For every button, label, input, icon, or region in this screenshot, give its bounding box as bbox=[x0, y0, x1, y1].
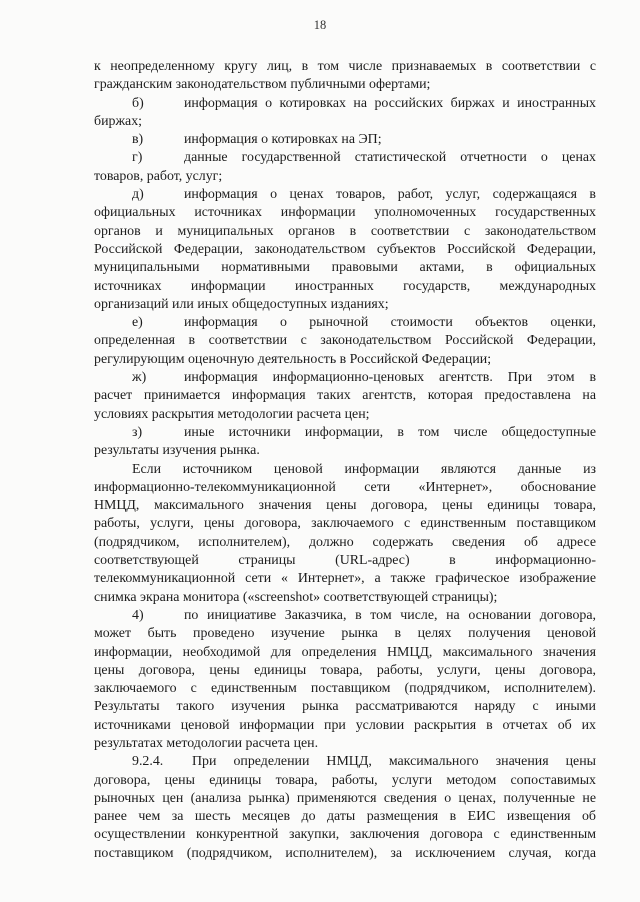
text-line: рыночных цен (анализа рынка) применяются сведения о ценах, полученные не bbox=[94, 790, 596, 806]
text-line: данные государственной статистической отчетности о ценах bbox=[184, 150, 596, 166]
text-line: муниципальными нормативными правовыми актами, в официальных bbox=[94, 260, 596, 276]
text-line: информации, необходимой для определения НМЦД, максимального значения bbox=[94, 644, 596, 660]
text-line: снимка экрана монитора («screenshot» соответствующей страницы); bbox=[94, 589, 498, 605]
text-line: При определении НМЦД, максимального значения цены bbox=[192, 754, 596, 770]
text-line: информация информационно-ценовых агентств. При этом в bbox=[184, 370, 596, 386]
text-line: регулирующим оценочную деятельность в Российской Федерации; bbox=[94, 351, 492, 367]
list-item-g bbox=[94, 149, 596, 167]
text-line: телекоммуникационной сети « Интернет», а также графическое изображение bbox=[94, 571, 596, 587]
list-item-v bbox=[94, 131, 596, 149]
list-item-d bbox=[94, 186, 596, 204]
text-line: товаров, работ, услуг; bbox=[94, 168, 223, 184]
list-item-e bbox=[94, 314, 596, 332]
page-number: 18 bbox=[313, 18, 327, 32]
text-line: определенная в соответствии с законодательством Российской Федерации, bbox=[94, 333, 596, 349]
text-line: расчет принимается информация таких агентств, которая предоставлена на bbox=[94, 388, 596, 404]
text-line: источниками ценовой информации при условии раскрытия в отчетах об их bbox=[94, 717, 596, 733]
list-label: е) bbox=[132, 315, 143, 331]
text-line: организаций или иных общедоступных изданиях; bbox=[94, 296, 389, 312]
text-line: источниках информации иностранных государств, международных bbox=[94, 278, 596, 294]
list-item-z bbox=[94, 424, 596, 442]
list-label: ж) bbox=[132, 370, 147, 386]
text-line: по инициативе Заказчика, в том числе, на основании договора, bbox=[184, 607, 596, 623]
list-item-zh bbox=[94, 369, 596, 387]
list-label: в) bbox=[132, 132, 144, 148]
text-line: информационно-телекоммуникационной сети «Интернет», обоснование bbox=[94, 479, 596, 495]
text-line: официальных источниках информации уполномоченных государственных bbox=[94, 205, 596, 221]
section-number: 9.2.4. bbox=[132, 754, 164, 770]
text-line: информация о ценах товаров, работ, услуг, содержащаяся в bbox=[184, 187, 596, 203]
text-line: Результаты такого изучения рынка рассматриваются наряду с иными bbox=[94, 699, 596, 715]
list-label: 4) bbox=[132, 607, 144, 623]
text-line: осуществлении конкурентной закупки, заключения договора с единственным bbox=[94, 827, 596, 843]
text-line: заключаемого с единственным поставщиком (подрядчиком, исполнителем). bbox=[94, 681, 596, 697]
text-line: органов и муниципальных органов в соответствии с законодательством bbox=[94, 223, 596, 239]
text-line: ранее чем за шесть месяцев до даты размещения в ЕИС извещения об bbox=[94, 809, 596, 825]
text-line: поставщиком (подрядчиком, исполнителем), за исключением случая, когда bbox=[94, 845, 596, 861]
section-9-2-4 bbox=[94, 753, 596, 771]
list-label: д) bbox=[132, 187, 144, 203]
list-label: з) bbox=[132, 424, 143, 440]
text-line: биржах; bbox=[94, 113, 143, 129]
list-label: б) bbox=[132, 95, 144, 111]
text-line: гражданским законодательством публичными офертами; bbox=[94, 77, 431, 93]
list-item-b bbox=[94, 95, 596, 113]
text-line: информация о котировках на ЭП; bbox=[184, 132, 382, 148]
text-line: цены договора, цены единицы товара, работы, услуги, цены договора, bbox=[94, 662, 596, 678]
text-line: иные источники информации, в том числе общедоступные bbox=[184, 424, 596, 440]
list-item-4 bbox=[94, 607, 596, 625]
text-line: информация о рыночной стоимости объектов оценки, bbox=[184, 315, 596, 331]
text-line: Если источником ценовой информации являются данные из bbox=[132, 461, 596, 477]
text-line: НМЦД, максимального значения цены договора, цены единицы товара, bbox=[94, 498, 596, 514]
body-text bbox=[94, 58, 596, 863]
text-line: условиях раскрытия методологии расчета цен; bbox=[94, 406, 370, 422]
text-line: (подрядчиком, исполнителем), должно содержать сведения об адресе bbox=[94, 534, 596, 550]
text-line: результаты изучения рынка. bbox=[94, 443, 260, 459]
text-line: может быть проведено изучение рынка в целях получения ценовой bbox=[94, 626, 596, 642]
text-line: договора, цены единицы товара, работы, услуги методом сопоставимых bbox=[94, 772, 596, 788]
list-label: г) bbox=[132, 150, 143, 166]
text-line: Российской Федерации, законодательством субъектов Российской Федерации, bbox=[94, 241, 596, 257]
text-line: результатах методологии расчета цен. bbox=[94, 735, 319, 751]
text-line: соответствующей страницы (URL-адрес) в информационно- bbox=[94, 553, 596, 569]
text-line: к неопределенному кругу лиц, в том числе признаваемых в соответствии с bbox=[94, 59, 596, 74]
text-line: работы, услуги, цены договора, заключаемого с единственным поставщиком bbox=[94, 516, 596, 532]
text-line: информация о котировках на российских биржах и иностранных bbox=[184, 95, 596, 111]
